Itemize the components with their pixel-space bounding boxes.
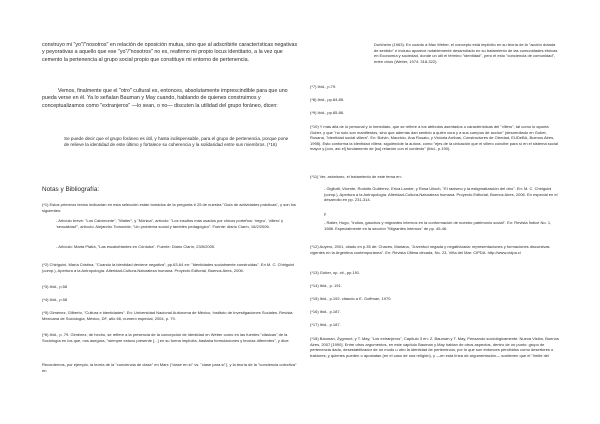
- body-paragraph: Vemos, finalmente que el "otro" cultural es, entonces, absolutamente imprescindible para que uno pueda verse en él. Ya lo señalan Bauman y May cuando, hablando de quienes construimos y conceptualizamos como "extranjeros" —lo sean, o no— discuten la utilidad del grupo foráneo, dicen:: [42, 88, 288, 109]
- note-5: (*5) Giménez, Gilberto, "Cultura e identidades". En: Universidad Nacional Autónoma de México, Instituto de Investigaciones Sociales. Revista Mexicana de Sociología, México, DF, año 66, número especial, 2004, p. 79.: [42, 310, 293, 321]
- note-3: (*3) Ibid., p.58: [42, 284, 68, 289]
- note-2: (*2) Chiriguini, María Cristina, "Cuando la identidad deviene negativa", pp.63-64 en: "Identidades socialmente construidas". En M. C. Chiriguini (comp.), Apertura a la Antropología. Alteridad-Cultura-Naturaleza humana. Proyecto Editorial, Buenos Aires, 2006.: [42, 262, 295, 273]
- note-6-continued: Recordemos, por ejemplo, la teoría de la "conciencia de clase" en Marx ("clase en sí" vs. "clase para sí"), y la teoría de la "conciencia colectiva" en: [42, 362, 297, 373]
- note-1b: - Artículo: Marta Platía, "Las escalofriantes en Córdoba". Fuente: Diario Clarín, 23/5/2005.: [56, 244, 216, 249]
- note-1a: - Artículo breve: "Los Calvimonte", "Walter", y "Mónica", artículo: "Los insultos más usados por chicos porteños: 'negro', 'villero' y 'sexualidad'", artículo: Alejandro Tomonide, "Un problema social y también pedagógico". Fuente: diario Clarín, 16/2/2006.: [56, 218, 284, 229]
- note-9: (*9) Ibid., pp.85-86.: [310, 110, 345, 115]
- note-8: (*8) Ibid., pp.84-85.: [310, 97, 345, 102]
- note-6: (*6) Ibid., p. 79. Giménez, de hecho, se refiere a la presencia de la concepción de identidad en Weber como en las fuentes "clásicas" de la Sociología en los que, nos asegura, "siempre estuvo presente [...] en su forma implícita, bastaba formulaciones y teorías diferentes", y dice:: [42, 332, 290, 343]
- intro-paragraph: construyo mi "yo"/"nosotros" en relación de oposición mutua, sino que al adscribirle características negativas y peyorativas a aquello que ese "yo"/"nosotros" no es, reafirmo mi propio locus identitario, a la vez que cemento la pertenencia al grupo social propio que constituye mi entorno de pertenencia.: [42, 42, 298, 63]
- note-10: (*10) Y más allá de lo personal y lo inmediato, que se refiere a los atributos asentados o características del "villero", tal como lo apunta Guber, y que "no solo son manifiestos, sino que además dan sentido a quién cura y a sus cuerpos de acción" (desarrollado en Guber, Rosana, "Identidad social villera". En: Boivin, Mauricio, Ana Rosato, y Victoria Arribas, Constructores de Otredad, EUDeBA, Buenos Aires, 1998). Esto conforma la identidad villera: siguiéndole la autora, como "ejes de la ubicación que el villero concibe para sí en el sistema social mayor y [con, así el] fundamento de [su] relación con el contexto" (Ibid., p.190).: [310, 124, 559, 151]
- note-11a: - Gigliotti, Vicente, Rodolfo Gutiérrez, Erica Lander, y Rosa Ulloch, "El racismo y la estigmatización del otro". En: M. C. Chiriguini (comp.), Apertura a la Antropología. Alteridad-Cultura-Naturaleza humana. Proyecto Editorial, Buenos Aires, 2006. En especial en el desarrollo en pp. 231-314.: [324, 186, 558, 202]
- note-4: (*4) Ibid., p.58: [42, 297, 68, 302]
- note-6-quote-continued: Durkheim (1963). En cuanto a Max Weber, el concepto está implícito en su teoría de la "acción dotada de sentido" e incluso aparece notablemente desarrollado en su tratamiento de las comunidades étnicas en Economía y sociedad, donde un útil el término "identidad", pero el esto "conciencia de comunidad", entre otros (Weber, 1974: 318-322).: [374, 42, 558, 64]
- note-1: (*1) Estos primeros textos indicarían en esta selección están tomados de la pregunta # 25 de nuestra "Guía de actividades prácticas", y son los siguientes:: [42, 202, 296, 213]
- note-11b: - Ratier, Hugo, "Indios, gauchos y migrantes internos en la conformación de nuestro patrimonio social". En: Revista Índice No. 1, 1988. Especialmente en la sección "Migrantes internos" de pp. 45-46.: [324, 220, 552, 231]
- note-16: (*16) Ibid., p.187.: [310, 309, 341, 314]
- note-7: (*7) Ibid., p.79.: [310, 84, 337, 89]
- note-14: (*14) Ibid., p. 191.: [310, 283, 342, 288]
- note-18: (*18) Bauman, Zygmunt, y T. May, "Los extranjeros", Capítulo 3 en: Z. Bauman y T. May, Pensando sociológicamente. Nueva Visión, Buenos Aires, 2007 [1990]. Entre otros argumentos, en este capítulo Bauman y May hablan de otros aspectos, dentro de un punto: grupo de pertenencia dado, desestabilizador de un modo u otro la identidad de pertenencia, por lo que son entonces percibidos como desertores o traidores, y quienes pueden o apostatan (en el caso de una religión), y —en esta línea de argumentación— sostienen que el "límite del: [310, 336, 559, 358]
- note-17: (*17) Ibid., p.187.: [310, 322, 341, 327]
- note-12: (*12) Auyero, 2001, citado en p.35 de: Chaves, Mariana, "Juventud negada y negativizada: representaciones y formaciones discursivas vigentes en la Argentina contemporánea". En: Revista Última década, No. 23, Viña del Mar: CIPDA. http://www.cidpa.cl: [310, 244, 550, 255]
- note-15: (*15) Ibid., p.192, citando a E. Goffman, 1970.: [310, 296, 392, 301]
- note-11: (*11) Ver, asimismo, el tratamiento de este tema en:: [310, 174, 402, 179]
- note-13: (*13) Guber, op. cit., pp.191.: [310, 270, 361, 275]
- block-quote: Se puede decir que el grupo foráneo es útil, y hasta indispensable, para el grupo de pertenencia, porque pone de relieve la identidad de este último y fortalece su coherencia y la solidaridad entre sus miembros. (*16): [64, 136, 289, 148]
- notes-heading: Notas y Bibliografía:: [42, 186, 100, 193]
- note-11-y: y: [324, 211, 326, 216]
